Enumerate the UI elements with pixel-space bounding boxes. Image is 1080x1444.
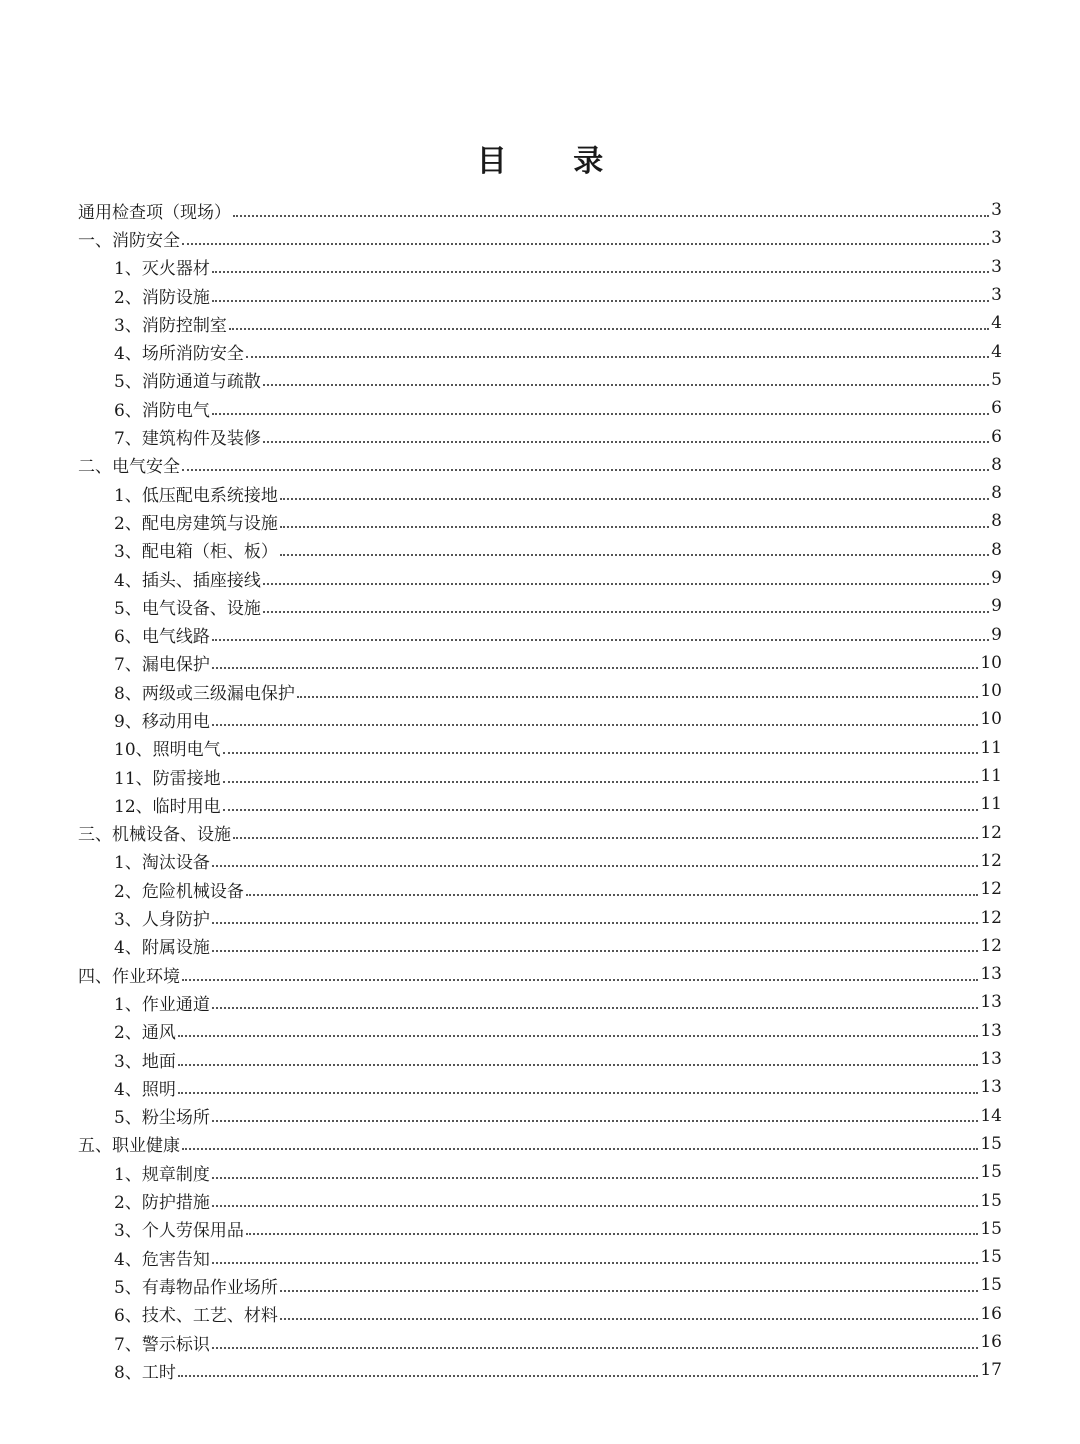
toc-dot-leader [182,468,989,471]
toc-dot-leader [263,610,989,613]
toc-dot-leader [233,836,978,839]
toc-dot-leader [263,440,989,443]
toc-entry-label: 6、电气线路 [114,627,210,648]
toc-dot-leader [178,1063,979,1066]
toc-page-number: 8 [991,539,1002,560]
toc-page-number: 12 [980,822,1002,843]
toc-dot-leader [212,1119,979,1122]
toc-page-number: 13 [980,1049,1002,1070]
toc-entry-label: 1、灭火器材 [114,259,210,280]
toc-subsection-entry[interactable] [0,366,1002,394]
toc-entry-label: 7、建筑构件及装修 [114,429,261,450]
toc-entry-label: 2、防护措施 [114,1193,210,1214]
toc-page-number: 11 [980,737,1002,758]
toc-subsection-entry[interactable] [0,1328,1002,1356]
toc-page-number: 10 [980,709,1002,730]
toc-dot-leader [223,751,979,754]
toc-entry-label: 2、消防设施 [114,287,210,308]
toc-entry-label: 10、照明电气 [114,740,221,761]
toc-section-entry[interactable] [0,960,1002,988]
toc-dot-leader [212,1346,979,1349]
toc-page-number: 15 [980,1247,1002,1268]
toc-section-entry[interactable] [0,196,1002,224]
toc-dot-leader [223,780,979,783]
toc-subsection-entry[interactable] [0,253,1002,281]
toc-dot-leader [212,1204,979,1207]
toc-subsection-entry[interactable] [0,536,1002,564]
toc-subsection-entry[interactable] [0,337,1002,365]
toc-entry-label: 2、危险机械设备 [114,881,244,902]
toc-section-entry[interactable] [0,819,1002,847]
toc-page-number: 12 [980,935,1002,956]
toc-dot-leader [263,582,989,585]
toc-entry-label: 5、电气设备、设施 [114,598,261,619]
toc-entry-label: 2、通风 [114,1023,176,1044]
toc-subsection-entry[interactable] [0,734,1002,762]
toc-page-number: 9 [991,624,1002,645]
toc-subsection-entry[interactable] [0,620,1002,648]
toc-subsection-entry[interactable] [0,1102,1002,1130]
toc-dot-leader [280,525,989,528]
toc-subsection-entry[interactable] [0,649,1002,677]
toc-entry-label: 6、消防电气 [114,400,210,421]
toc-entry-label: 6、技术、工艺、材料 [114,1306,278,1327]
toc-subsection-entry[interactable] [0,1356,1002,1384]
toc-page-number: 13 [980,992,1002,1013]
toc-entry-label: 3、个人劳保用品 [114,1221,244,1242]
toc-subsection-entry[interactable] [0,1158,1002,1186]
toc-page-number: 14 [980,1105,1002,1126]
toc-dot-leader [178,1091,979,1094]
toc-page-number: 10 [980,681,1002,702]
toc-subsection-entry[interactable] [0,932,1002,960]
toc-entry-label: 8、两级或三级漏电保护 [114,683,295,704]
toc-dot-leader [280,1317,979,1320]
toc-page-number: 5 [991,369,1002,390]
toc-entry-label: 7、警示标识 [114,1334,210,1355]
toc-subsection-entry[interactable] [0,281,1002,309]
toc-entry-label: 3、消防控制室 [114,315,227,336]
toc-dot-leader [212,299,989,302]
toc-subsection-entry[interactable] [0,677,1002,705]
toc-subsection-entry[interactable] [0,1215,1002,1243]
toc-dot-leader [212,638,989,641]
toc-page-number: 6 [991,398,1002,419]
toc-entry-label: 11、防雷接地 [114,768,221,789]
toc-subsection-entry[interactable] [0,422,1002,450]
toc-page-number: 13 [980,1020,1002,1041]
toc-subsection-entry[interactable] [0,1300,1002,1328]
toc-entry-label: 9、移动用电 [114,711,210,732]
toc-entry-label: 5、粉尘场所 [114,1108,210,1129]
toc-entry-label: 五、职业健康 [78,1136,180,1157]
toc-entry-label: 四、作业环境 [78,966,180,987]
toc-dot-leader [182,978,978,981]
toc-subsection-entry[interactable] [0,309,1002,337]
toc-page-number: 3 [991,285,1002,306]
toc-entry-label: 5、有毒物品作业场所 [114,1277,278,1298]
toc-subsection-entry[interactable] [0,762,1002,790]
toc-dot-leader [212,723,979,726]
toc-dot-leader [178,1034,979,1037]
toc-entry-label: 3、人身防护 [114,910,210,931]
toc-dot-leader [223,808,979,811]
page-title: 目 录 [476,144,632,179]
toc-page-number: 15 [980,1190,1002,1211]
toc-page-number: 9 [991,568,1002,588]
toc-page-number: 15 [980,1162,1002,1183]
toc-subsection-entry[interactable] [0,394,1002,422]
toc-subsection-entry[interactable] [0,564,1002,592]
toc-page-number: 4 [991,341,1002,362]
toc-page-number: 3 [991,200,1002,221]
toc-dot-leader [212,921,979,924]
toc-subsection-entry[interactable] [0,903,1002,931]
toc-dot-leader [246,1232,979,1235]
toc-entry-label: 5、消防通道与疏散 [114,372,261,393]
toc-section-entry[interactable] [0,1130,1002,1158]
toc-dot-leader [297,695,979,698]
toc-page-number: 12 [980,907,1002,928]
toc-entry-label: 4、附属设施 [114,938,210,959]
toc-entry-label: 12、临时用电 [114,796,221,817]
toc-page-number: 3 [991,256,1002,277]
toc-subsection-entry[interactable] [0,988,1002,1016]
toc-entry-label: 1、低压配电系统接地 [114,485,278,506]
toc-dot-leader [246,893,979,896]
toc-page-number: 8 [991,511,1002,532]
toc-subsection-entry[interactable] [0,507,1002,535]
toc-page-number: 3 [991,228,1002,249]
toc-page-number: 12 [980,850,1002,871]
toc-dot-leader [263,383,989,386]
toc-subsection-entry[interactable] [0,592,1002,620]
toc-page-number: 15 [980,1275,1002,1296]
toc-dot-leader [182,242,989,245]
toc-page-number: 11 [980,766,1002,787]
toc-page-number: 13 [980,964,1002,985]
toc-dot-leader [229,327,989,330]
toc-entry-label: 8、工时 [114,1362,176,1383]
toc-dot-leader [280,1289,979,1292]
toc-entry-label: 3、配电箱（柜、板） [114,542,278,563]
toc-page-number: 8 [991,483,1002,504]
table-of-contents [0,196,1080,1384]
toc-page-number: 15 [980,1133,1002,1154]
toc-subsection-entry[interactable] [0,705,1002,733]
toc-section-entry[interactable] [0,224,1002,252]
toc-entry-label: 1、作业通道 [114,994,210,1015]
toc-subsection-entry[interactable] [0,479,1002,507]
toc-subsection-entry[interactable] [0,1017,1002,1045]
toc-page-number: 9 [991,596,1002,617]
toc-subsection-entry[interactable] [0,1243,1002,1271]
toc-entry-label: 4、插头、插座接线 [114,570,261,591]
toc-dot-leader [182,1147,978,1150]
toc-entry-label: 7、漏电保护 [114,655,210,676]
toc-entry-label: 4、照明 [114,1079,176,1100]
toc-dot-leader [212,270,989,273]
toc-subsection-entry[interactable] [0,847,1002,875]
toc-subsection-entry[interactable] [0,1186,1002,1214]
toc-subsection-entry[interactable] [0,790,1002,818]
toc-dot-leader [233,214,989,217]
toc-page-number: 11 [980,794,1002,815]
toc-page-number: 4 [991,313,1002,334]
toc-dot-leader [280,553,989,556]
toc-entry-label: 4、危害告知 [114,1249,210,1270]
toc-entry-label: 通用检查项（现场） [78,202,231,223]
toc-dot-leader [280,497,989,500]
toc-subsection-entry[interactable] [0,1045,1002,1073]
toc-subsection-entry[interactable] [0,1271,1002,1299]
toc-page-number: 8 [991,454,1002,475]
toc-entry-label: 3、地面 [114,1051,176,1072]
toc-entry-label: 二、电气安全 [78,457,180,478]
toc-entry-label: 三、机械设备、设施 [78,825,231,846]
toc-subsection-entry[interactable] [0,1073,1002,1101]
toc-subsection-entry[interactable] [0,875,1002,903]
toc-dot-leader [212,949,979,952]
toc-dot-leader [212,1176,979,1179]
toc-entry-label: 2、配电房建筑与设施 [114,513,278,534]
toc-page-number: 10 [980,652,1002,673]
toc-dot-leader [212,1006,979,1009]
toc-dot-leader [212,666,979,669]
toc-entry-label: 一、消防安全 [78,230,180,251]
toc-dot-leader [212,1261,979,1264]
toc-entry-label: 1、淘汰设备 [114,853,210,874]
toc-page-number: 17 [980,1360,1002,1381]
toc-entry-label: 4、场所消防安全 [114,344,244,365]
toc-page-number: 15 [980,1218,1002,1239]
toc-entry-label: 1、规章制度 [114,1164,210,1185]
toc-dot-leader [212,412,989,415]
toc-dot-leader [246,355,989,358]
toc-dot-leader [178,1374,979,1377]
toc-page-number: 13 [980,1077,1002,1098]
toc-page-number: 6 [991,426,1002,447]
toc-section-entry[interactable] [0,451,1002,479]
toc-page-number: 16 [980,1332,1002,1353]
toc-page-number: 12 [980,879,1002,900]
toc-page-number: 16 [980,1303,1002,1324]
toc-dot-leader [212,864,979,867]
